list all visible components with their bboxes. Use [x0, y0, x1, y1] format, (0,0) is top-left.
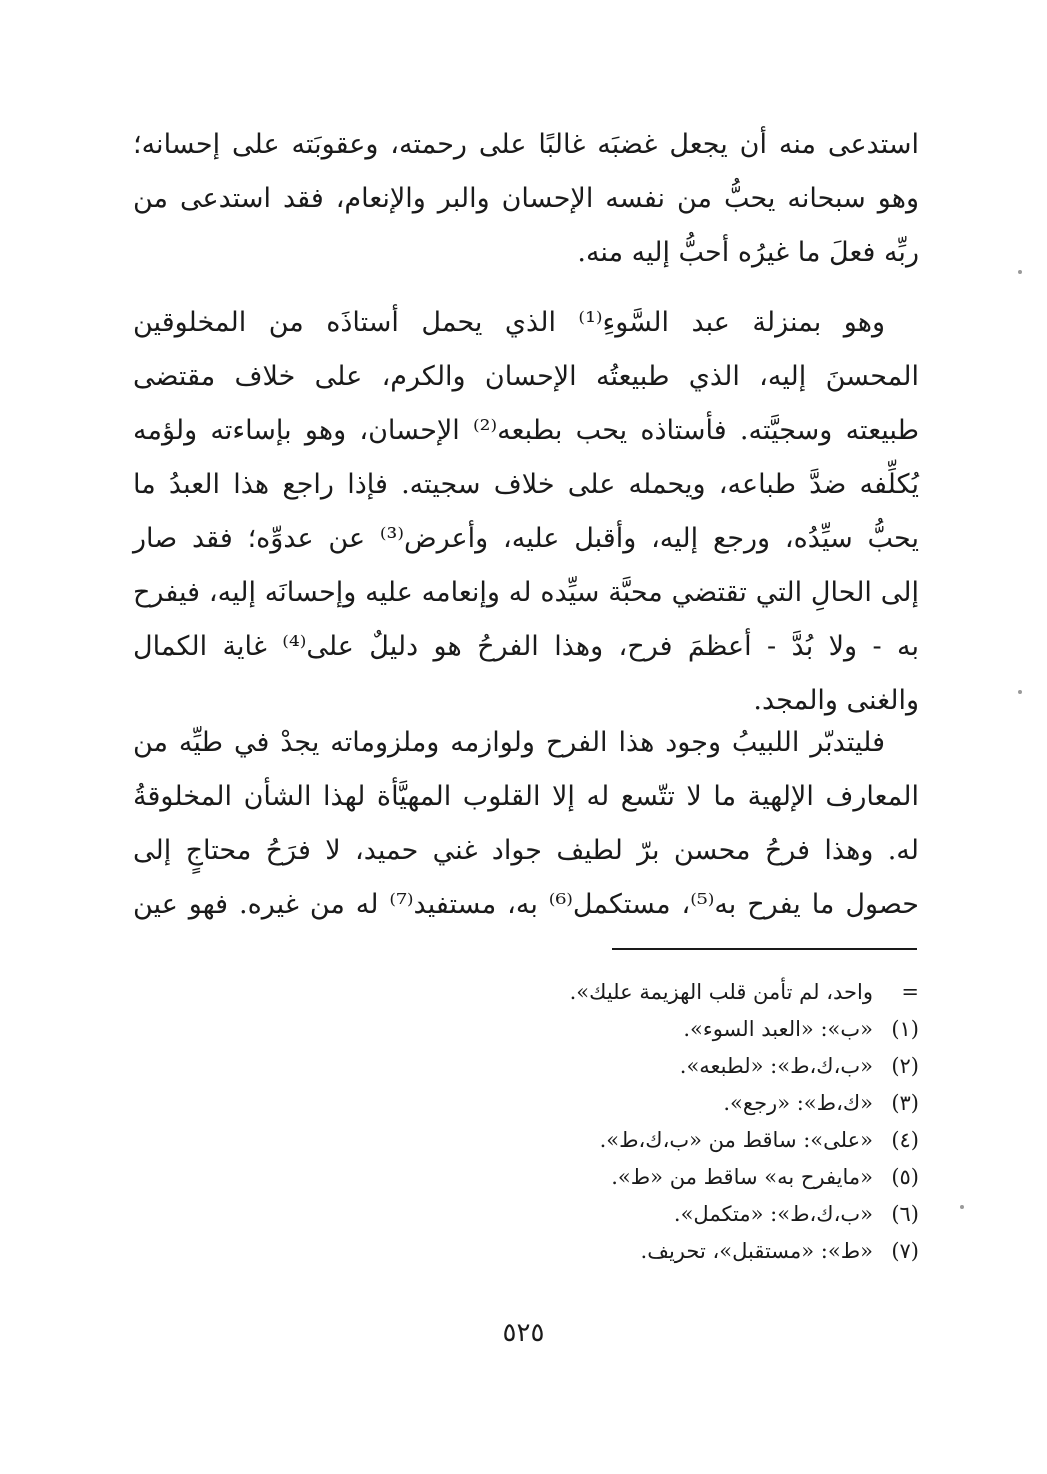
text-line: وهو بمنزلة عبد السَّوءِ⁽¹⁾ الذي يحمل أستاذَه من المخلوقين — [133, 307, 885, 338]
paragraph-2 — [133, 296, 919, 728]
page-number: ٥٢٥ — [502, 1318, 545, 1348]
text-line: استدعى منه أن يجعل غضبَه غالبًا على رحمته، وعقوبَته على إحسانه؛ — [133, 129, 919, 160]
footnote — [300, 1085, 919, 1122]
text-line: والغنى والمجد. — [753, 685, 919, 716]
footnote-number: (٥) — [891, 1165, 919, 1189]
footnote-number: (١) — [891, 1017, 919, 1041]
footnote — [300, 1011, 919, 1048]
margin-speck — [960, 1205, 964, 1209]
footnote-text: «على»: ساقط من «ب،ك،ط». — [599, 1128, 873, 1152]
footnote-text: «ب،ك،ط»: «متكمل». — [673, 1202, 873, 1226]
text-line: إلى الحالِ التي تقتضي محبَّة سيِّده له وإنعامه عليه وإحسانَه إليه، فيفرح — [133, 577, 919, 608]
text-line: حصول ما يفرح به⁽⁵⁾، مستكمل⁽⁶⁾ به، مستفيد⁽⁷⁾ له من غيره. فهو عين — [133, 889, 919, 920]
text-line: له. وهذا فرحُ محسن برّ لطيف جواد غني حميد، لا فرَحُ محتاجٍ إلى — [133, 835, 919, 866]
text-line: يحبُّ سيِّدُه، ورجع إليه، وأقبل عليه، وأعرض⁽³⁾ عن عدوِّه؛ فقد صار — [133, 523, 919, 554]
text-line: المعارف الإلهية ما لا تتّسع له إلا القلوب المهيَّأة لهذا الشأن المخلوقةُ — [133, 781, 919, 812]
footnote-number: (٣) — [891, 1091, 919, 1115]
text-line: فليتدبّر اللبيبُ وجود هذا الفرح ولوازمه وملزوماته يجدْ في طيِّه من — [133, 727, 885, 758]
footnote-separator — [612, 948, 917, 950]
text-line: ربِّه فعلَ ما غيرُه أحبُّ إليه منه. — [577, 237, 919, 268]
footnote-number: (٢) — [891, 1054, 919, 1078]
text-line: وهو سبحانه يحبُّ من نفسه الإحسان والبر والإنعام، فقد استدعى من — [133, 183, 919, 214]
footnote-text: واحد، لم تأمن قلب الهزيمة عليك». — [569, 980, 873, 1004]
footnote — [300, 1048, 919, 1085]
margin-speck — [1018, 690, 1022, 694]
footnote-number: = — [901, 980, 919, 1004]
footnote — [300, 974, 919, 1011]
text-line: يُكلِّفه ضدَّ طباعه، ويحمله على خلاف سجيته. فإذا راجع هذا العبدُ ما — [133, 469, 919, 500]
footnote-text: «ك،ط»: «رجع». — [723, 1091, 873, 1115]
text-line: به - ولا بُدَّ - أعظمَ فرح، وهذا الفرحُ هو دليلٌ على⁽⁴⁾ غاية الكمال — [133, 631, 919, 662]
footnote-text: «ط»: «مستقبل»، تحريف. — [640, 1239, 873, 1263]
footnote — [300, 1159, 919, 1196]
footnote — [300, 1233, 919, 1270]
footnote-text: «مايفرح به» ساقط من «ط». — [611, 1165, 873, 1189]
footnote — [300, 1122, 919, 1159]
footnote-text: «ب»: «العبد السوء». — [683, 1017, 873, 1041]
paragraph-1 — [133, 118, 919, 280]
margin-speck — [1018, 270, 1022, 274]
text-line: طبيعته وسجيَّته. فأستاذه يحب بطبعه⁽²⁾ الإحسان، وهو بإساءته ولؤمه — [133, 415, 920, 446]
text-line: المحسنَ إليه، الذي طبيعتُه الإحسان والكرم، على خلاف مقتضى — [133, 361, 919, 392]
footnote — [300, 1196, 919, 1233]
footnote-text: «ب،ك،ط»: «لطبعه». — [679, 1054, 873, 1078]
footnote-number: (٦) — [891, 1202, 919, 1226]
footnote-number: (٧) — [891, 1239, 919, 1263]
paragraph-3 — [133, 716, 919, 932]
footnote-number: (٤) — [891, 1128, 919, 1152]
footnotes — [300, 974, 919, 1270]
